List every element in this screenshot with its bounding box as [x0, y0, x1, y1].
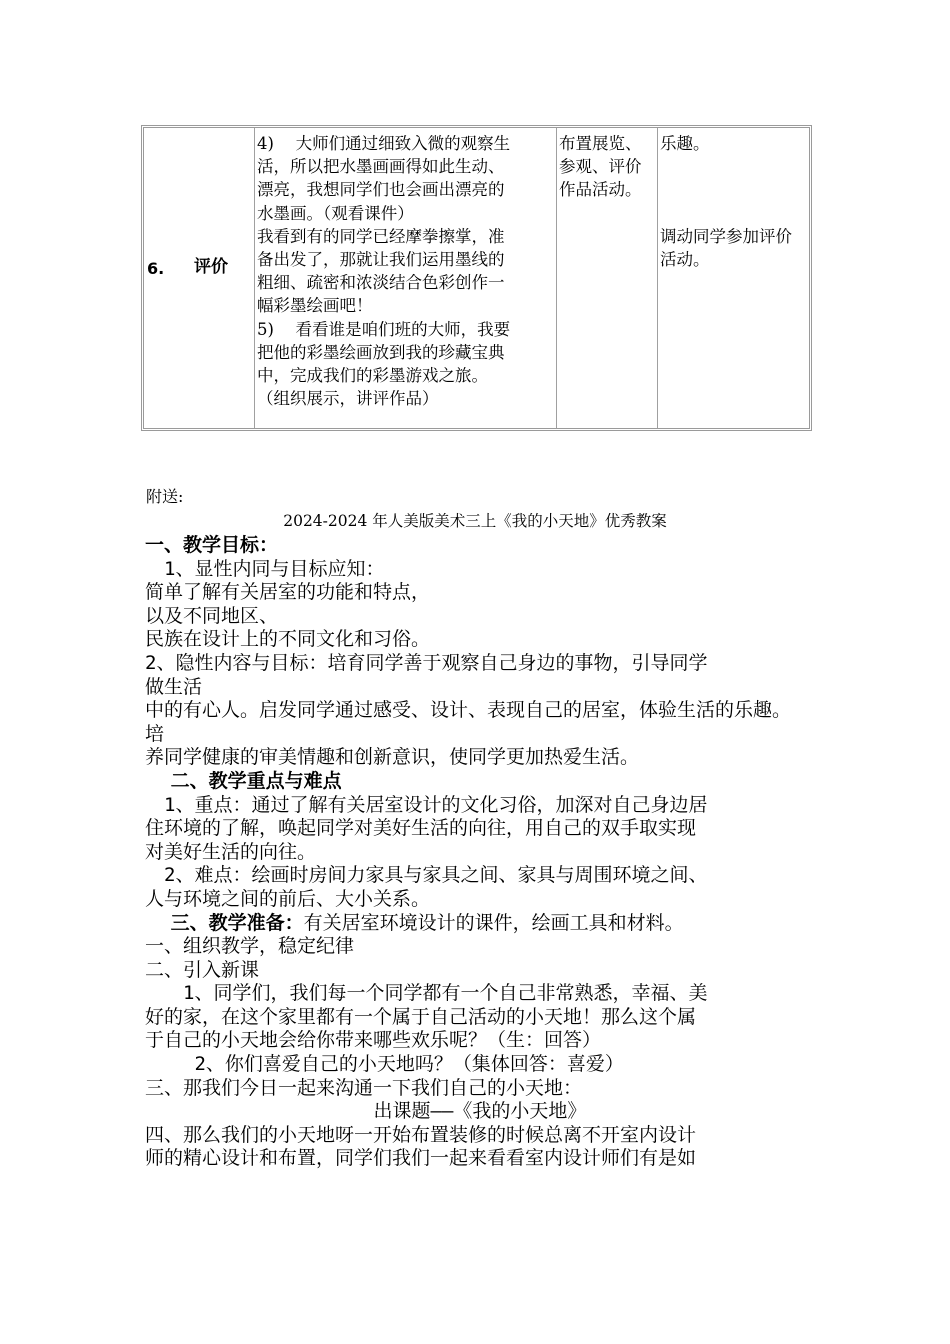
step-title: 评价 [194, 257, 228, 277]
activity-line: （组织展示，讲评作品） [257, 389, 439, 409]
section-heading: 三、教学准备： [145, 911, 304, 934]
body-line: 培 [145, 722, 165, 745]
body-line: 人与环境之间的前后、大小关系。 [145, 887, 431, 910]
student-line: 参观、评价 [559, 157, 642, 177]
section-heading: 一、教学目标： [145, 534, 279, 556]
step-number: 6. [147, 259, 165, 278]
student-line: 布置展览、 [559, 134, 642, 153]
purpose-top-text: 乐趣。 [660, 134, 710, 153]
lesson-table [141, 125, 812, 431]
body-line: 1、重点：通过了解有关居室设计的文化习俗，加深对自己身边居 [145, 793, 708, 816]
activity-line: 备出发了，那就让我们运用墨线的 [257, 250, 505, 270]
activity-line: 我看到有的同学已经摩拳擦掌，准 [257, 226, 505, 246]
body-line: 三、那我们今日一起来沟通一下我们自己的小天地： [145, 1076, 583, 1099]
body-line [145, 912, 815, 936]
body-line: 中的有心人。启发同学通过感受、设计、表现自己的居室，体验生活的乐趣。 [145, 699, 792, 722]
document-body [145, 534, 815, 1171]
body-line: 2、你们喜爱自己的小天地吗？（集体回答：喜爱） [145, 1053, 624, 1076]
body-line: 一、组织教学，稳定纪律 [145, 935, 355, 958]
table-cell-purpose [658, 128, 812, 428]
body-line: 2、隐性内容与目标：培育同学善于观察自己身边的事物，引导同学 [145, 651, 708, 674]
table-cell-step [144, 128, 255, 428]
document-title: 2024-2024 年人美版美术三上《我的小天地》优秀教案 [283, 512, 667, 530]
body-line: 师的精心设计和布置，同学们我们一起来看看室内设计师们有是如 [145, 1147, 697, 1170]
appendix-label: 附送: [146, 487, 184, 506]
body-line: 出课题——《我的小天地》 [373, 1100, 587, 1123]
purpose-line: 活动。 [660, 250, 710, 270]
section-heading: 二、教学重点与难点 [145, 769, 342, 792]
activity-line: 幅彩墨绘画吧！ [257, 296, 373, 316]
body-line: 1、显性内同与目标应知： [145, 557, 385, 580]
body-line: 1、同学们，我们每一个同学都有一个自己非常熟悉，幸福、美 [145, 982, 708, 1005]
body-line: 对美好生活的向往。 [145, 840, 317, 863]
activity-line: 中，完成我们的彩墨游戏之旅。 [257, 366, 488, 386]
activity-line: 粗细、疏密和浓淡结合色彩创作一 [257, 273, 505, 293]
body-line: 二、引入新课 [145, 958, 260, 981]
activity-line: 把他的彩墨绘画放到我的珍藏宝典 [257, 342, 505, 362]
activity-line: 5) 看看谁是咱们班的大师，我要 [257, 319, 511, 339]
body-line: 民族在设计上的不同文化和习俗。 [145, 628, 431, 651]
purpose-line: 调动同学参加评价 [660, 227, 792, 247]
activity-line: 4) 大师们通过细致入微的观察生 [257, 134, 511, 153]
body-line: 住环境的了解，唤起同学对美好生活的向往，用自己的双手取实现 [145, 817, 697, 840]
activity-line: 水墨画。（观看课件） [257, 203, 414, 223]
body-line: 做生活 [145, 675, 203, 698]
student-line: 作品活动。 [559, 180, 642, 200]
body-line: 简单了解有关居室的功能和特点， [145, 581, 431, 604]
activity-line: 活，所以把水墨画画得如此生动、 [257, 157, 505, 177]
body-line: 于自己的小天地会给你带来哪些欢乐呢？（生：回答） [145, 1029, 602, 1052]
section-text: 有关居室环境设计的课件，绘画工具和材料。 [303, 911, 684, 934]
table-cell-student [557, 128, 658, 428]
activity-line: 漂亮，我想同学们也会画出漂亮的 [257, 180, 505, 200]
body-line: 以及不同地区、 [145, 604, 279, 627]
body-line: 好的家，在这个家里都有一个属于自己活动的小天地！那么这个属 [145, 1005, 697, 1028]
table-cell-activity [255, 128, 557, 428]
body-line: 养同学健康的审美情趣和创新意识，使同学更加热爱生活。 [145, 746, 640, 769]
body-line: 2、难点：绘画时房间力家具与家具之间、家具与周围环境之间、 [145, 864, 708, 887]
body-line: 四、那么我们的小天地呀一开始布置装修的时候总离不开室内设计 [145, 1123, 697, 1146]
